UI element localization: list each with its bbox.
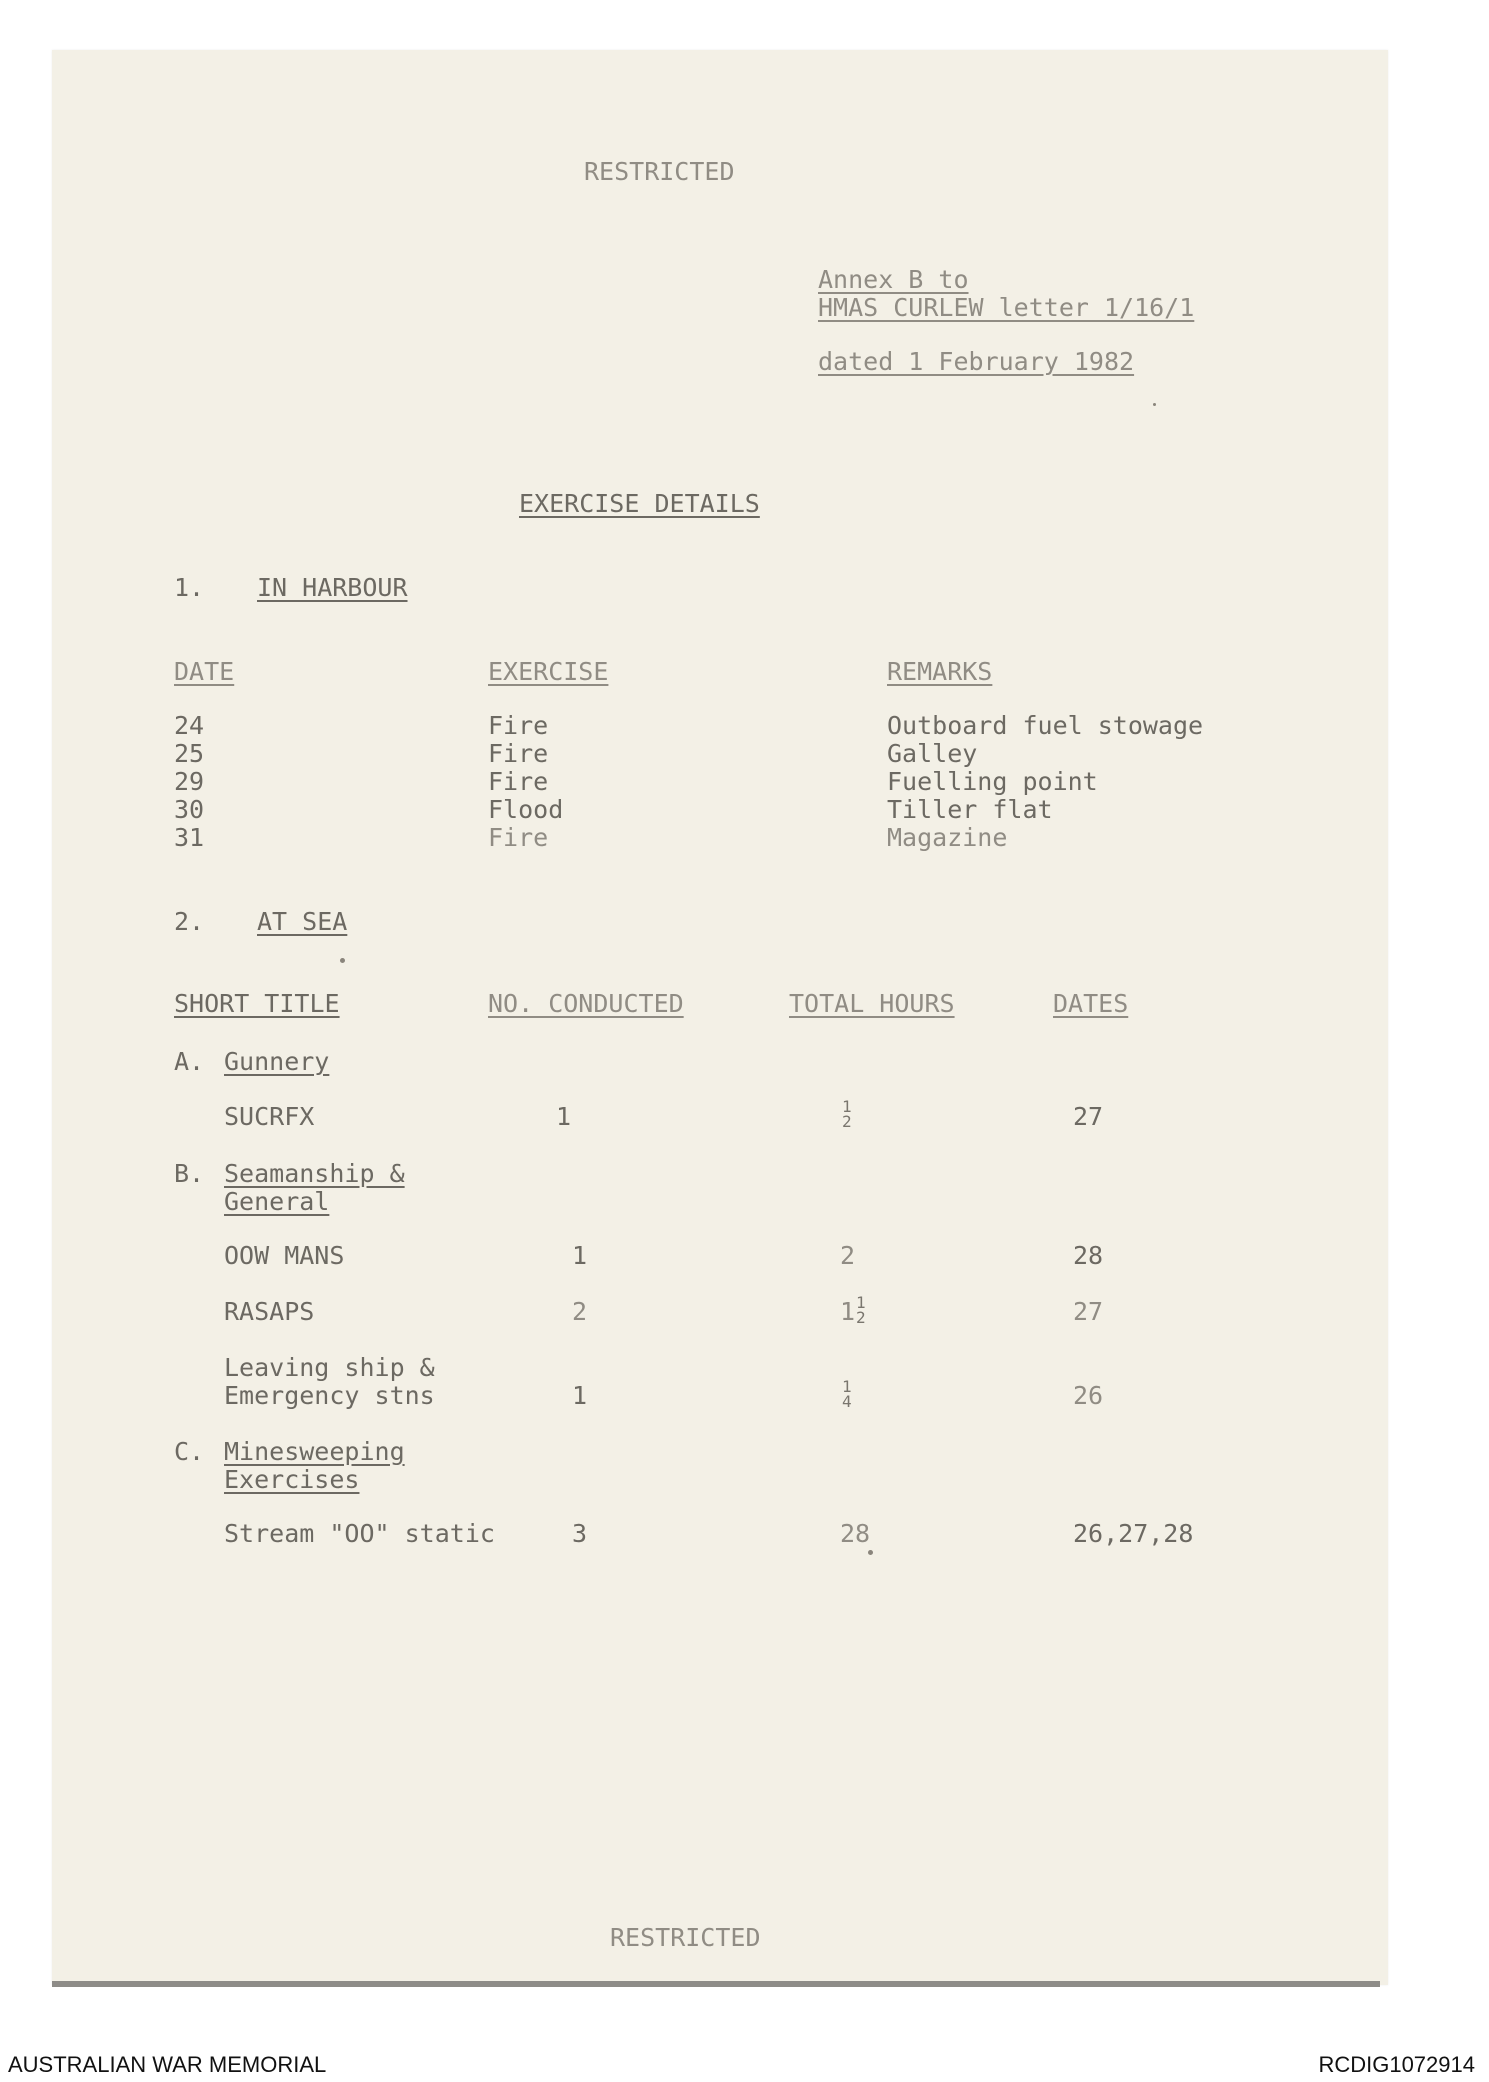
harbour-row-remarks: Magazine	[887, 823, 1008, 852]
sea-row-hours: 1	[840, 1297, 856, 1326]
col-header-exercise: EXERCISE	[488, 657, 609, 686]
harbour-row-exercise: Fire	[488, 767, 549, 796]
group-title: Exercises	[224, 1465, 360, 1494]
annex-date-line: dated 1 February 1982	[818, 347, 1135, 376]
harbour-row-exercise: Fire	[488, 823, 549, 852]
annex-line-1: Annex B to	[818, 265, 969, 294]
sea-row-conducted: 3	[572, 1519, 588, 1548]
harbour-row-remarks: Galley	[887, 739, 978, 768]
ink-speck	[1153, 403, 1156, 406]
sea-row-title: Emergency stns	[224, 1381, 435, 1410]
ink-speck	[868, 1550, 873, 1555]
harbour-row-date: 25	[174, 739, 205, 768]
group-letter: C.	[174, 1437, 205, 1466]
sea-row-title: OOW MANS	[224, 1241, 345, 1270]
harbour-row-exercise: Fire	[488, 739, 549, 768]
sea-row-title: Stream "OO" static	[224, 1519, 495, 1548]
sea-row-conducted: 1	[572, 1381, 588, 1410]
harbour-row-date: 30	[174, 795, 205, 824]
col-header-no-conducted: NO. CONDUCTED	[488, 989, 684, 1018]
group-title: General	[224, 1187, 330, 1216]
sea-row-conducted: 2	[572, 1297, 588, 1326]
footer-classification: RESTRICTED	[610, 1923, 761, 1952]
harbour-row-date: 24	[174, 711, 205, 740]
col-header-date: DATE	[174, 657, 235, 686]
col-header-dates: DATES	[1053, 989, 1129, 1018]
group-title: Seamanship &	[224, 1159, 405, 1188]
group-title: Minesweeping	[224, 1437, 405, 1466]
section-2-number: 2.	[174, 907, 205, 936]
section-2-heading: AT SEA	[257, 907, 348, 936]
sea-row-hours-denominator: 2	[856, 1308, 866, 1327]
sea-row-dates: 28	[1073, 1241, 1104, 1270]
sea-row-hours: 28	[840, 1519, 871, 1548]
sea-row-conducted: 1	[572, 1241, 588, 1270]
annex-line-2: HMAS CURLEW letter 1/16/1	[818, 293, 1195, 322]
sea-row-title: RASAPS	[224, 1297, 315, 1326]
sea-row-hours: 2	[840, 1241, 856, 1270]
harbour-row-date: 31	[174, 823, 205, 852]
group-title: Gunnery	[224, 1047, 330, 1076]
header-classification: RESTRICTED	[584, 157, 735, 186]
sea-row-hours-numerator: 1	[842, 1097, 852, 1116]
sheet-bottom-edge	[52, 1981, 1380, 1987]
sea-row-title: Leaving ship &	[224, 1353, 435, 1382]
sea-row-hours-numerator: 1	[842, 1377, 852, 1396]
sea-row-hours-denominator: 4	[842, 1392, 852, 1411]
section-1-number: 1.	[174, 573, 205, 602]
harbour-row-date: 29	[174, 767, 205, 796]
col-header-short-title: SHORT TITLE	[174, 989, 340, 1018]
group-letter: B.	[174, 1159, 205, 1188]
page-title: EXERCISE DETAILS	[519, 489, 760, 518]
sea-row-dates: 27	[1073, 1102, 1104, 1131]
section-1-heading: IN HARBOUR	[257, 573, 408, 602]
sea-row-hours-denominator: 2	[842, 1112, 852, 1131]
col-header-total-hours: TOTAL HOURS	[789, 989, 955, 1018]
sea-row-hours-numerator: 1	[856, 1293, 866, 1312]
sea-row-title: SUCRFX	[224, 1102, 315, 1131]
col-header-remarks: REMARKS	[887, 657, 993, 686]
sea-row-dates: 26	[1073, 1381, 1104, 1410]
harbour-row-exercise: Fire	[488, 711, 549, 740]
sea-row-dates: 27	[1073, 1297, 1104, 1326]
harbour-row-remarks: Fuelling point	[887, 767, 1098, 796]
harbour-row-remarks: Tiller flat	[887, 795, 1053, 824]
group-letter: A.	[174, 1047, 205, 1076]
harbour-row-remarks: Outboard fuel stowage	[887, 711, 1204, 740]
archive-item-id: RCDIG1072914	[1318, 2052, 1475, 2077]
sea-row-conducted: 1	[556, 1102, 572, 1131]
ink-speck	[340, 958, 345, 963]
harbour-row-exercise: Flood	[488, 795, 564, 824]
sea-row-dates: 26,27,28	[1073, 1519, 1194, 1548]
archive-institution: AUSTRALIAN WAR MEMORIAL	[8, 2052, 327, 2077]
